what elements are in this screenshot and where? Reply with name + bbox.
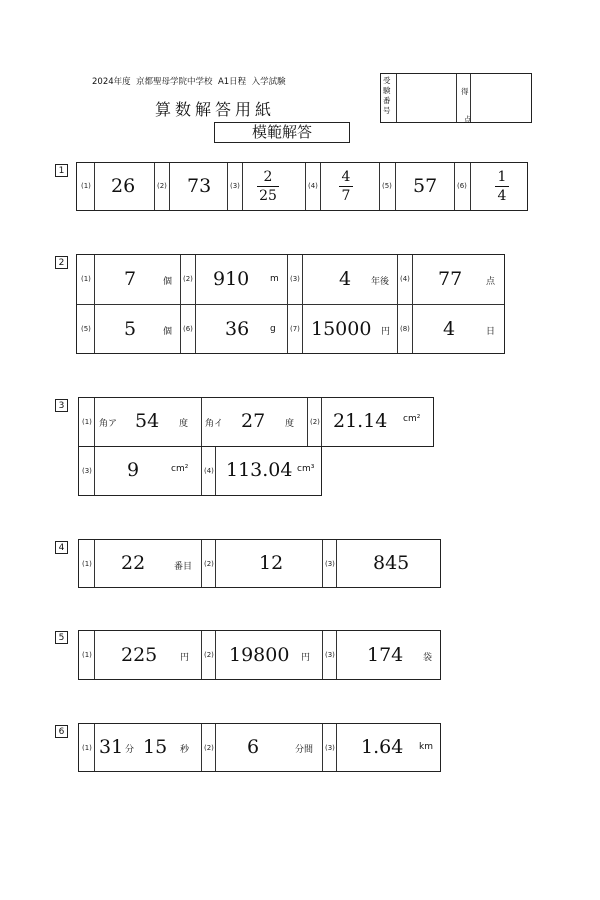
question-number: 5 — [55, 631, 68, 644]
q6-unit-2: 分間 — [295, 745, 314, 755]
divider — [77, 304, 504, 305]
q5-unit-3: 袋 — [423, 653, 433, 663]
q2-answer-5: 5 — [124, 318, 137, 340]
q6-answer-row — [78, 723, 441, 772]
q2-answer-7: 15000 — [311, 318, 372, 340]
divider — [456, 74, 457, 122]
q3-unit-3: cm² — [171, 464, 189, 474]
q5-answer-1: 225 — [121, 644, 158, 666]
divider — [412, 255, 413, 353]
divider — [379, 163, 380, 210]
label-3: (3) — [325, 744, 335, 752]
exam-info: 2024年度 京都聖母学院中学校 A1日程 入学試験 — [92, 77, 286, 87]
q3-answer-3: 9 — [127, 459, 140, 481]
divider — [395, 163, 396, 210]
q6-answer-1-min: 31 — [99, 736, 124, 758]
q3-unit-2: cm² — [403, 414, 421, 424]
q5-answer-row — [78, 630, 441, 680]
divider — [154, 163, 155, 210]
page-title: 算数解答用紙 — [155, 100, 276, 119]
label-6: (6) — [183, 325, 193, 333]
q6-answer-2: 6 — [247, 736, 260, 758]
tokuten-char: 点 — [464, 115, 472, 124]
juken-char: 験 — [383, 86, 391, 95]
q2-unit-8: 日 — [486, 327, 496, 337]
label-5: (5) — [81, 325, 91, 333]
label-2: (2) — [183, 275, 193, 283]
label-3: (3) — [82, 467, 92, 475]
q2-unit-7: 円 — [381, 327, 391, 337]
divider — [227, 163, 228, 210]
question-number: 3 — [55, 399, 68, 412]
question-number: 4 — [55, 541, 68, 554]
label-7: (7) — [290, 325, 300, 333]
juken-label — [383, 76, 393, 116]
exam-number-field[interactable] — [397, 74, 455, 122]
q1-answer-6 — [495, 169, 509, 204]
q6-unit-sec: 秒 — [180, 745, 190, 755]
q3-answer-4: 113.04 — [226, 459, 293, 481]
q2-unit-6: g — [270, 324, 276, 334]
divider — [201, 631, 202, 679]
label-1: (1) — [81, 275, 91, 283]
divider — [201, 398, 202, 446]
label-1: (1) — [82, 744, 92, 752]
divider — [201, 724, 202, 771]
q4-answer-2: 12 — [259, 552, 284, 574]
divider — [195, 255, 196, 353]
q4-answer-3: 845 — [373, 552, 410, 574]
q2-unit-4: 点 — [486, 277, 496, 287]
label-1: (1) — [81, 182, 91, 190]
q6-unit-3: km — [419, 742, 433, 752]
q3-answer-1b: 27 — [241, 410, 266, 432]
denominator: 25 — [259, 188, 277, 204]
label-4: (4) — [308, 182, 318, 190]
q3-row-1 — [78, 397, 434, 447]
question-number: 2 — [55, 256, 68, 269]
q1-answer-row — [76, 162, 528, 211]
divider — [94, 398, 95, 446]
q2-unit-3: 年後 — [371, 277, 390, 287]
label-1: (1) — [82, 651, 92, 659]
numerator: 2 — [263, 169, 273, 185]
q5-unit-2: 円 — [301, 653, 311, 663]
model-answer-text: 模範解答 — [251, 123, 312, 141]
label-3: (3) — [290, 275, 300, 283]
label-1: (1) — [82, 560, 92, 568]
divider — [215, 631, 216, 679]
divider — [180, 255, 181, 353]
q2-answer-2: 910 — [213, 268, 250, 290]
divider — [470, 163, 471, 210]
q3-unit-4: cm³ — [297, 464, 315, 474]
label-4: (4) — [400, 275, 410, 283]
divider — [201, 540, 202, 587]
juken-char: 受 — [383, 76, 391, 85]
q6-unit-min: 分 — [125, 745, 135, 755]
numerator: 4 — [341, 169, 351, 185]
question-number: 1 — [55, 164, 68, 177]
divider — [94, 447, 95, 495]
q2-answer-3: 4 — [339, 268, 352, 290]
exam-number-score-box — [380, 73, 532, 123]
divider — [454, 163, 455, 210]
divider — [322, 724, 323, 771]
q2-answer-grid — [76, 254, 505, 354]
label-3: (3) — [325, 651, 335, 659]
q3-answer-2: 21.14 — [333, 410, 388, 432]
q3-unit-1a: 度 — [179, 419, 189, 429]
model-answer-label — [214, 122, 350, 143]
q1-answer-5: 57 — [413, 175, 438, 197]
q3-answer-grid — [78, 397, 434, 497]
divider — [169, 163, 170, 210]
divider — [215, 447, 216, 495]
q2-answer-1: 7 — [124, 268, 137, 290]
divider — [322, 631, 323, 679]
divider — [94, 631, 95, 679]
juken-char: 号 — [383, 106, 391, 115]
divider — [307, 398, 308, 446]
q4-answer-1: 22 — [121, 552, 146, 574]
label-2: (2) — [157, 182, 167, 190]
divider — [287, 255, 288, 353]
divider — [320, 163, 321, 210]
label-2: (2) — [310, 418, 320, 426]
q6-answer-3: 1.64 — [361, 736, 404, 758]
label-4: (4) — [204, 467, 214, 475]
numerator: 1 — [497, 169, 507, 185]
q2-answer-6: 36 — [225, 318, 250, 340]
q1-answer-4 — [339, 169, 353, 204]
label-1: (1) — [82, 418, 92, 426]
divider — [242, 163, 243, 210]
q4-answer-row — [78, 539, 441, 588]
divider — [94, 540, 95, 587]
label-2: (2) — [204, 744, 214, 752]
q4-unit-1: 番目 — [174, 562, 193, 572]
q2-unit-5: 個 — [163, 327, 173, 337]
divider — [336, 540, 337, 587]
q1-answer-1: 26 — [111, 175, 136, 197]
divider — [397, 255, 398, 353]
q1-answer-2: 73 — [187, 175, 212, 197]
divider — [302, 255, 303, 353]
q2-unit-2: m — [270, 274, 279, 284]
divider — [215, 724, 216, 771]
denominator: 7 — [341, 188, 351, 204]
divider — [94, 255, 95, 353]
divider — [94, 163, 95, 210]
label-8: (8) — [400, 325, 410, 333]
q5-unit-1: 円 — [180, 653, 190, 663]
q3-label-a: 角ア — [99, 419, 118, 429]
divider — [336, 724, 337, 771]
juken-char: 番 — [383, 96, 391, 105]
q2-answer-4: 77 — [438, 268, 463, 290]
denominator: 4 — [497, 188, 507, 204]
q3-label-b: 角イ — [205, 419, 224, 429]
q5-answer-3: 174 — [367, 644, 404, 666]
q3-unit-1b: 度 — [285, 419, 295, 429]
divider — [336, 631, 337, 679]
divider — [215, 540, 216, 587]
label-2: (2) — [204, 651, 214, 659]
divider — [201, 447, 202, 495]
q5-answer-2: 19800 — [229, 644, 290, 666]
label-6: (6) — [457, 182, 467, 190]
divider — [322, 540, 323, 587]
divider — [94, 724, 95, 771]
q3-row-2 — [78, 446, 322, 496]
label-5: (5) — [382, 182, 392, 190]
question-number: 6 — [55, 725, 68, 738]
label-3: (3) — [230, 182, 240, 190]
divider — [305, 163, 306, 210]
q3-answer-1a: 54 — [135, 410, 160, 432]
q2-unit-1: 個 — [163, 277, 173, 287]
label-3: (3) — [325, 560, 335, 568]
q2-answer-8: 4 — [443, 318, 456, 340]
score-field[interactable] — [471, 74, 531, 122]
divider — [321, 398, 322, 446]
q1-answer-3 — [257, 169, 279, 204]
tokuten-char: 得 — [461, 87, 469, 96]
label-2: (2) — [204, 560, 214, 568]
q6-answer-1-sec: 15 — [143, 736, 168, 758]
